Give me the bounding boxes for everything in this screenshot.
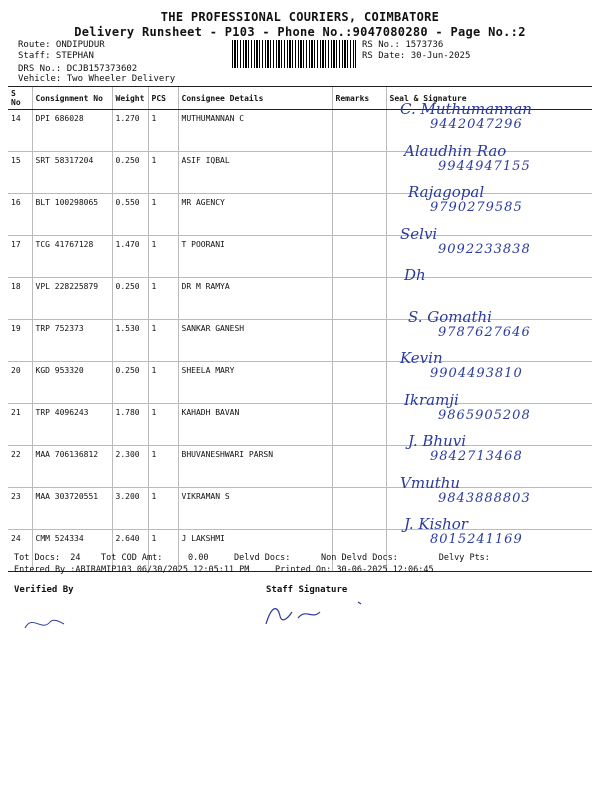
handwritten-name: Ikramji <box>404 390 459 409</box>
handwritten-name: J. Kishor <box>404 515 468 533</box>
col-weight-header: Weight <box>112 87 148 110</box>
cell-sno: 14 <box>8 110 32 152</box>
cell-weight: 1.530 <box>112 320 148 362</box>
cell-pcs: 1 <box>148 278 178 320</box>
cell-remarks <box>332 152 386 194</box>
col-consignee-header: Consignee Details <box>178 87 332 110</box>
handwritten-phone: 9843888803 <box>438 490 531 506</box>
runsheet-subtitle: Delivery Runsheet - P103 - Phone No.:9047080280 - Page No.:2 <box>74 25 526 39</box>
table-row <box>8 278 592 320</box>
cell-consignee: KAHADH BAVAN <box>178 404 332 446</box>
handwritten-phone: 9790279585 <box>430 200 523 215</box>
cell-remarks <box>332 320 386 362</box>
cell-consignment-no: CMM 524334 <box>32 530 112 572</box>
cell-weight: 1.780 <box>112 404 148 446</box>
rs-date: RS Date: 30-Jun-2025 <box>362 51 471 61</box>
handwritten-phone: 9442047296 <box>430 117 523 132</box>
vehicle-label: Vehicle: Two Wheeler Delivery <box>18 74 176 84</box>
handwritten-phone: 9865905208 <box>438 407 531 423</box>
cell-consignment-no: VPL 228225879 <box>32 278 112 320</box>
col-signature-header: Seal & Signature <box>386 87 592 110</box>
col-pcs-header: PCS <box>148 87 178 110</box>
cell-consignment-no: KGD 953320 <box>32 362 112 404</box>
document-title: THE PROFESSIONAL COURIERS, COIMBATORE <box>160 10 440 24</box>
cell-consignment-no: TRP 752373 <box>32 320 112 362</box>
handwritten-name: Kevin <box>400 349 443 367</box>
handwritten-phone: 9944947155 <box>438 158 531 174</box>
cell-weight: 0.550 <box>112 194 148 236</box>
cell-pcs: 1 <box>148 404 178 446</box>
cell-weight: 0.250 <box>112 152 148 194</box>
cell-consignment-no: MAA 303720551 <box>32 488 112 530</box>
cell-pcs: 1 <box>148 194 178 236</box>
cell-remarks <box>332 404 386 446</box>
cell-consignee: SANKAR GANESH <box>178 320 332 362</box>
cell-remarks <box>332 236 386 278</box>
verified-by-label: Verified By <box>14 585 74 595</box>
handwritten-name: Selvi <box>400 224 438 243</box>
cell-pcs: 1 <box>148 446 178 488</box>
cell-consignment-no: TRP 4096243 <box>32 404 112 446</box>
verifier-signature <box>20 610 70 635</box>
cell-remarks <box>332 110 386 152</box>
staff-label: Staff: STEPHAN <box>18 51 94 61</box>
staff-signature <box>258 598 378 630</box>
cell-consignee: SHEELA MARY <box>178 362 332 404</box>
cell-consignee: BHUVANESHWARI PARSN <box>178 446 332 488</box>
drs-number: DRS No.: DCJB157373602 <box>18 64 138 74</box>
cell-sno: 15 <box>8 152 32 194</box>
cell-pcs: 1 <box>148 110 178 152</box>
staff-signature-label: Staff Signature <box>266 585 348 595</box>
totals-line: Tot Docs: 24 Tot COD Amt: 0.00 Delvd Docs: Non Delvd Docs: Delvy Pts: <box>14 553 490 563</box>
handwritten-name: S. Gomathi <box>408 307 492 326</box>
rs-number: RS No.: 1573736 <box>362 40 444 50</box>
handwritten-phone: 9787627646 <box>438 324 531 340</box>
cell-consignment-no: DPI 686028 <box>32 110 112 152</box>
cell-remarks <box>332 488 386 530</box>
handwritten-name: J. Bhuvi <box>408 432 467 450</box>
cell-weight: 3.200 <box>112 488 148 530</box>
handwritten-name: Alaudhin Rao <box>404 141 507 160</box>
handwritten-phone: 8015241169 <box>430 532 523 547</box>
col-remarks-header: Remarks <box>332 87 386 110</box>
cell-sno: 24 <box>8 530 32 572</box>
cell-consignee: DR M RAMYA <box>178 278 332 320</box>
cell-pcs: 1 <box>148 152 178 194</box>
cell-sno: 16 <box>8 194 32 236</box>
cell-sno: 20 <box>8 362 32 404</box>
handwritten-name: Vmuthu <box>400 473 461 492</box>
cell-sno: 21 <box>8 404 32 446</box>
handwritten-name: Dh <box>404 266 426 284</box>
cell-sno: 18 <box>8 278 32 320</box>
cell-consignment-no: BLT 100298065 <box>32 194 112 236</box>
handwritten-name: C. Muthumannan <box>400 100 532 118</box>
cell-remarks <box>332 194 386 236</box>
cell-pcs: 1 <box>148 488 178 530</box>
cell-consignee: J LAKSHMI <box>178 530 332 572</box>
route-label: Route: ONDIPUDUR <box>18 40 105 50</box>
cell-sno: 23 <box>8 488 32 530</box>
cell-consignee: MR AGENCY <box>178 194 332 236</box>
cell-consignment-no: MAA 706136812 <box>32 446 112 488</box>
cell-weight: 0.250 <box>112 362 148 404</box>
cell-pcs: 1 <box>148 362 178 404</box>
handwritten-name: Rajagopal <box>408 183 485 201</box>
cell-consignment-no: TCG 41767128 <box>32 236 112 278</box>
cell-weight: 0.250 <box>112 278 148 320</box>
cell-consignee: ASIF IQBAL <box>178 152 332 194</box>
cell-sno: 19 <box>8 320 32 362</box>
cell-pcs: 1 <box>148 530 178 572</box>
cell-remarks <box>332 278 386 320</box>
cell-weight: 1.470 <box>112 236 148 278</box>
col-consignment-header: Consignment No <box>32 87 112 110</box>
cell-consignee: VIKRAMAN S <box>178 488 332 530</box>
cell-remarks <box>332 446 386 488</box>
handwritten-phone: 9904493810 <box>430 366 523 381</box>
barcode-image <box>232 40 356 68</box>
cell-consignment-no: SRT 58317204 <box>32 152 112 194</box>
cell-weight: 2.300 <box>112 446 148 488</box>
entered-by-line: Entered By :ABIRAMIP103 06/30/2025 12:05:11 PM Printed On: 30-06-2025 12:06:45 <box>14 565 434 575</box>
handwritten-phone: 9842713468 <box>430 449 523 464</box>
handwritten-phone: 9092233838 <box>438 241 531 257</box>
cell-consignee: MUTHUMANNAN C <box>178 110 332 152</box>
cell-pcs: 1 <box>148 320 178 362</box>
cell-consignee: T POORANI <box>178 236 332 278</box>
col-sno-header: S No <box>8 87 32 110</box>
cell-weight: 1.270 <box>112 110 148 152</box>
cell-remarks <box>332 362 386 404</box>
cell-sno: 22 <box>8 446 32 488</box>
cell-weight: 2.640 <box>112 530 148 572</box>
cell-pcs: 1 <box>148 236 178 278</box>
cell-sno: 17 <box>8 236 32 278</box>
